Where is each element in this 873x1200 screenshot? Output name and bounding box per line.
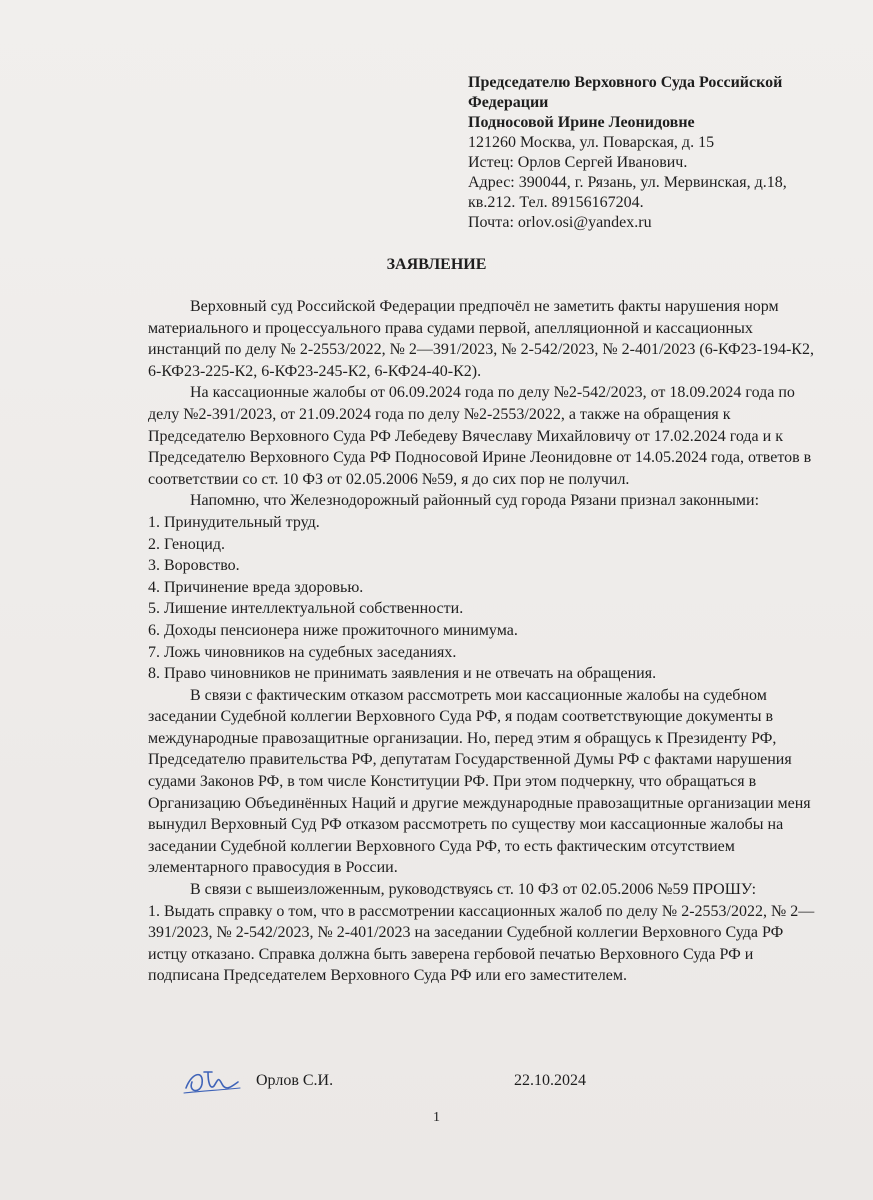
- list-item: 8. Право чиновников не принимать заявления и не отвечать на обращения.: [148, 665, 657, 683]
- list-item: 2. Геноцид.: [148, 535, 225, 553]
- page-number: 1: [433, 1110, 440, 1125]
- handwritten-signature-icon: [182, 1062, 242, 1098]
- list-item: 7. Ложь чиновников на судебных заседаниях.: [148, 643, 457, 661]
- plaintiff-email: Почта: orlov.osi@yandex.ru: [468, 214, 652, 231]
- list-item: 5. Лишение интеллектуальной собственности.: [148, 600, 464, 618]
- body-paragraph: В связи с фактическим отказом рассмотреть мои кассационные жалобы на судебном заседании Судебной коллегии Верховного Суда РФ, я подам соответствующие документы в международные правозащитные организации. Но, перед этим я обращусь к Президенту РФ, Председателю правительства РФ, депутатам Государственной Думы РФ с фактами нарушения судами Законов РФ, в том числе Конституции РФ. При этом подчеркну, что обращаться в Организацию Объединённых Наций и другие международные правозащитные организации меня вынудил Верховный Суд РФ отказом рассмотреть по существу мои кассационные жалобы на заседании Судебной коллегии Верховного Суда РФ, то есть фактическим отсутствием элементарного правосудия в России.: [148, 686, 811, 877]
- request-item: 1. Выдать справку о том, что в рассмотрении кассационных жалоб по делу № 2-2553/2022, № 2—391/2023, № 2-542/2023, № 2-401/2023 на заседании Судебной коллегии Верховного Суда РФ истцу отказано. Справка должна быть заверена гербовой печатью Верховного Суда РФ и подписана Председателем Верховного Суда РФ или его заместителем.: [148, 902, 815, 985]
- list-item: 6. Доходы пенсионера ниже прожиточного минимума.: [148, 621, 518, 639]
- body-paragraph: На кассационные жалобы от 06.09.2024 года по делу №2-542/2023, от 18.09.2024 года по делу №2-391/2023, от 21.09.2024 года по делу №2-2553/2022, а также на обращения к Председателю Верховного Суда РФ Лебедеву Вячеславу Михайловичу от 17.02.2024 года и к Председателю Верховного Суда РФ Подносовой Ирине Леонидовне от 14.05.2024 года, ответов в соответствии со ст. 10 ФЗ от 02.05.2006 №59, я до сих пор не получил.: [148, 384, 812, 488]
- addressee-block: [468, 73, 848, 233]
- plaintiff-phone: кв.212. Тел. 89156167204.: [468, 194, 644, 211]
- plaintiff-name: Истец: Орлов Сергей Иванович.: [468, 154, 688, 171]
- request-intro: В связи с вышеизложенным, руководствуясь ст. 10 ФЗ от 02.05.2006 №59 ПРОШУ:: [190, 881, 757, 899]
- plaintiff-address: Адрес: 390044, г. Рязань, ул. Мервинская, д.18,: [468, 174, 787, 191]
- body-paragraph: Напомню, что Железнодорожный районный суд города Рязани признал законными:: [190, 492, 760, 510]
- body-paragraph: Верховный суд Российской Федерации предпочёл не заметить факты нарушения норм материального и процессуального права судами первой, апелляционной и кассационных инстанций по делу № 2-2553/2022, № 2—391/2023, № 2-542/2023, № 2-401/2023 (6-КФ23-194-К2, 6-КФ23-225-К2, 6-КФ23-245-К2, 6-КФ24-40-К2).: [148, 298, 814, 380]
- addressee-address: 121260 Москва, ул. Поварская, д. 15: [468, 134, 715, 151]
- list-item: 4. Причинение вреда здоровью.: [148, 578, 364, 596]
- signatory-name: Орлов С.И.: [256, 1072, 334, 1089]
- list-item: 1. Принудительный труд.: [148, 513, 320, 531]
- addressee-line: Подносовой Ирине Леонидовне: [468, 114, 695, 131]
- addressee-line: Федерации: [468, 94, 549, 111]
- document-body: [148, 296, 824, 987]
- document-date: 22.10.2024: [514, 1072, 586, 1089]
- document-title: ЗАЯВЛЕНИЕ: [386, 256, 487, 273]
- list-item: 3. Воровство.: [148, 557, 240, 575]
- addressee-line: Председателю Верховного Суда Российской: [468, 74, 783, 91]
